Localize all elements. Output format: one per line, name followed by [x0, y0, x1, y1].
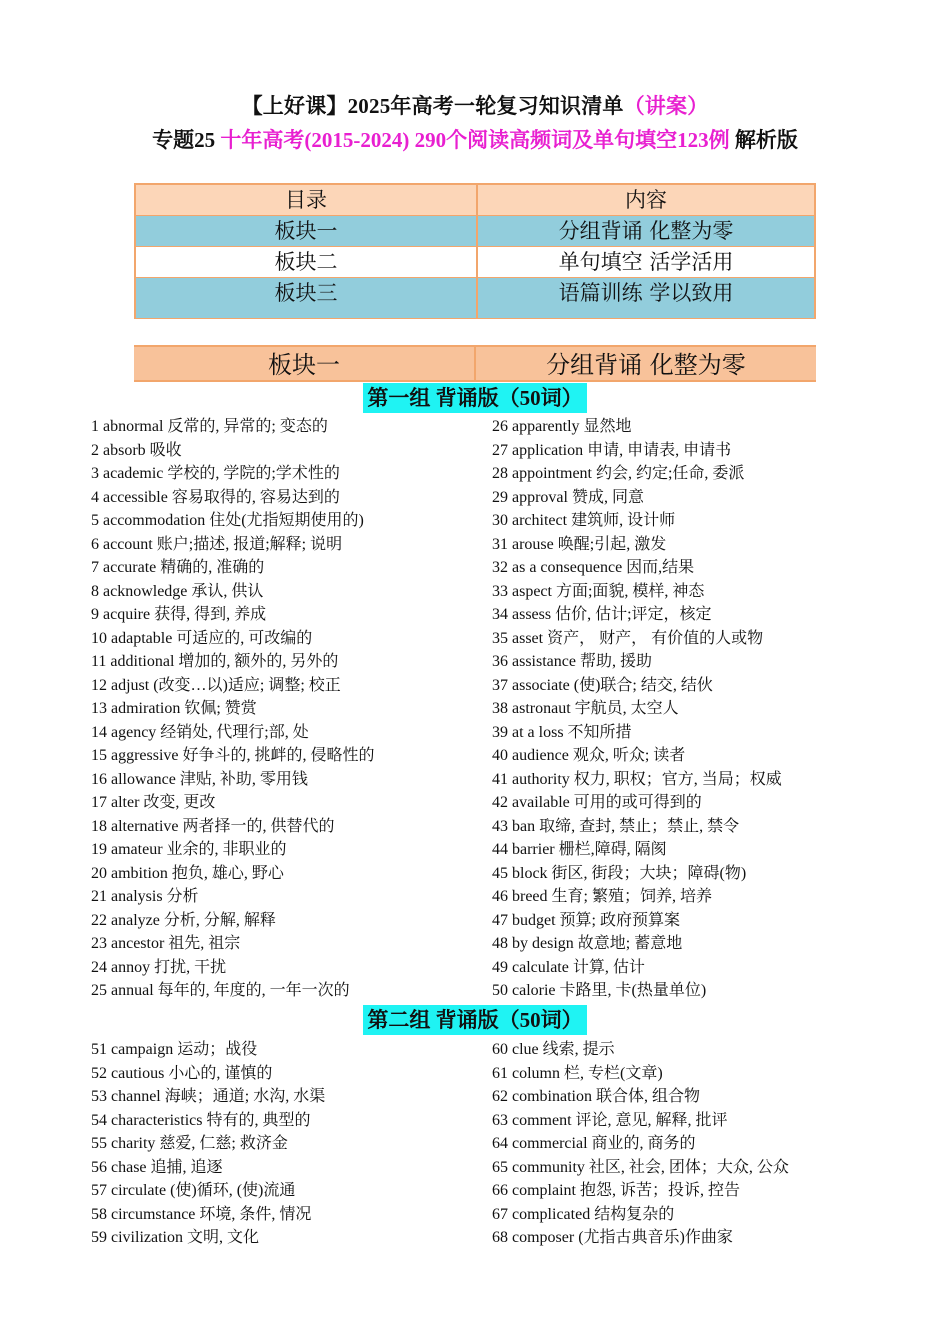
vocab-entry: 33 aspect 方面;面貌, 模样, 神态	[492, 582, 705, 600]
vocab-entry: 7 accurate 精确的, 准确的	[91, 559, 265, 576]
section-label: 板块一	[268, 351, 340, 379]
vocab-entry: 66 complaint 抱怨, 诉苦；投诉, 控告	[492, 1182, 740, 1199]
title-tag: （讲案）	[623, 94, 709, 118]
contents-row	[136, 246, 814, 277]
group-heading	[0, 1005, 950, 1035]
vocab-entry: 61 column 栏, 专栏(文章)	[492, 1064, 663, 1082]
contents-table	[134, 183, 816, 319]
vocab-entry: 43 ban 取缔, 查封, 禁止；禁止, 禁令	[492, 817, 740, 835]
vocab-entry: 49 calculate 计算, 估计	[492, 958, 645, 976]
vocab-entry: 17 alter 改变, 更改	[91, 794, 216, 811]
contents-header-row	[136, 185, 814, 215]
vocab-entry: 45 block 街区, 街段；大块；障碍(物)	[492, 864, 747, 882]
vocab-entry: 27 application 申请, 申请表, 申请书	[492, 441, 732, 459]
vocab-entry: 23 ancestor 祖先, 祖宗	[91, 935, 241, 952]
vocab-entry: 25 annual 每年的, 年度的, 一年一次的	[91, 982, 350, 999]
vocab-entry: 19 amateur 业余的, 非职业的	[91, 841, 287, 858]
word-list-right	[492, 1038, 789, 1250]
vocab-entry: 11 additional 增加的, 额外的, 另外的	[91, 653, 339, 670]
vocab-entry: 50 calorie 卡路里, 卡(热量单位)	[492, 982, 707, 999]
contents-row	[136, 215, 814, 246]
contents-header-cell: 内容	[476, 185, 814, 215]
vocab-entry: 67 complicated 结构复杂的	[492, 1205, 675, 1223]
vocab-entry: 12 adjust (改变…以)适应; 调整; 校正	[91, 676, 341, 694]
contents-row	[136, 277, 814, 318]
vocab-entry: 65 community 社区, 社会, 团体；大众, 公众	[492, 1158, 789, 1176]
group-title: 第一组 背诵版（50词）	[363, 383, 586, 413]
vocab-entry: 3 academic 学校的, 学院的;学术性的	[91, 465, 340, 482]
vocab-entry: 37 associate (使)联合; 结交, 结伙	[492, 676, 713, 694]
vocab-entry: 28 appointment 约会, 约定;任命, 委派	[492, 465, 745, 482]
vocab-entry: 1 abnormal 反常的, 异常的; 变态的	[91, 418, 328, 435]
vocab-entry: 47 budget 预算; 政府预算案	[492, 911, 680, 929]
vocab-entry: 9 acquire 获得, 得到, 养成	[91, 606, 267, 623]
vocab-entry: 26 apparently 显然地	[492, 418, 632, 435]
vocab-entry: 32 as a consequence 因而,结果	[492, 559, 695, 576]
vocab-entry: 59 civilization 文明, 文化	[91, 1229, 259, 1246]
vocab-entry: 51 campaign 运动；战役	[91, 1041, 258, 1058]
document-subtitle	[0, 124, 950, 154]
vocab-entry: 20 ambition 抱负, 雄心, 野心	[91, 864, 284, 882]
vocab-entry: 68 composer (尤指古典音乐)作曲家	[492, 1229, 733, 1246]
subtitle-topic: 十年高考(2015-2024) 290个阅读高频词及单句填空123例	[220, 128, 730, 152]
vocab-entry: 60 clue 线索, 提示	[492, 1041, 615, 1058]
vocab-entry: 64 commercial 商业的, 商务的	[492, 1135, 696, 1152]
contents-cell: 分组背诵 化整为零	[476, 216, 814, 246]
vocab-entry: 18 alternative 两者择一的, 供替代的	[91, 817, 335, 835]
subtitle-suffix: 解析版	[729, 128, 798, 152]
vocab-entry: 29 approval 赞成, 同意	[492, 488, 644, 506]
contents-header-cell: 目录	[285, 188, 327, 212]
subtitle-prefix: 专题25	[152, 128, 221, 152]
vocab-entry: 62 combination 联合体, 组合物	[492, 1088, 700, 1105]
vocab-entry: 52 cautious 小心的, 谨慎的	[91, 1064, 273, 1082]
vocab-entry: 58 circumstance 环境, 条件, 情况	[91, 1205, 312, 1223]
vocab-entry: 36 assistance 帮助, 援助	[492, 653, 652, 670]
vocab-entry: 21 analysis 分析	[91, 888, 199, 905]
vocab-entry: 15 aggressive 好争斗的, 挑衅的, 侵略性的	[91, 747, 375, 764]
word-list-left	[91, 1038, 325, 1250]
word-list-left	[91, 415, 375, 1003]
vocab-entry: 54 characteristics 特有的, 典型的	[91, 1111, 311, 1129]
vocab-entry: 48 by design 故意地; 蓄意地	[492, 935, 683, 952]
vocab-entry: 40 audience 观众, 听众; 读者	[492, 747, 686, 764]
vocab-entry: 5 accommodation 住处(尤指短期使用的)	[91, 512, 364, 529]
word-list-right	[492, 415, 782, 1003]
vocab-entry: 31 arouse 唤醒;引起, 激发	[492, 535, 667, 553]
group-heading	[0, 383, 950, 413]
vocab-entry: 55 charity 慈爱, 仁慈; 救济金	[91, 1135, 288, 1152]
vocab-entry: 57 circulate (使)循环, (使)流通	[91, 1182, 296, 1199]
contents-cell: 语篇训练 学以致用	[476, 278, 814, 318]
vocab-entry: 63 comment 评论, 意见, 解释, 批评	[492, 1111, 728, 1129]
contents-cell: 单句填空 活学活用	[476, 247, 814, 277]
vocab-entry: 35 asset 资产， 财产， 有价值的人或物	[492, 629, 764, 647]
vocab-entry: 44 barrier 栅栏,障碍, 隔阂	[492, 841, 667, 858]
vocab-entry: 4 accessible 容易取得的, 容易达到的	[91, 488, 340, 506]
section-title: 分组背诵 化整为零	[474, 347, 816, 380]
vocab-entry: 30 architect 建筑师, 设计师	[492, 512, 676, 529]
vocab-entry: 24 annoy 打扰, 干扰	[91, 958, 227, 976]
vocab-entry: 10 adaptable 可适应的, 可改编的	[91, 629, 313, 647]
vocab-entry: 46 breed 生育; 繁殖；饲养, 培养	[492, 888, 712, 905]
vocab-entry: 56 chase 追捕, 追逐	[91, 1158, 223, 1176]
vocab-entry: 39 at a loss 不知所措	[492, 723, 632, 741]
document-title	[0, 90, 950, 120]
vocab-entry: 16 allowance 津贴, 补助, 零用钱	[91, 770, 308, 788]
vocab-entry: 22 analyze 分析, 分解, 解释	[91, 911, 276, 929]
section-heading-bar	[134, 345, 816, 382]
vocab-entry: 42 available 可用的或可得到的	[492, 794, 702, 811]
vocab-entry: 53 channel 海峡；通道; 水沟, 水渠	[91, 1088, 326, 1105]
vocab-entry: 34 assess 估价, 估计;评定，核定	[492, 606, 712, 623]
vocab-entry: 38 astronaut 宇航员, 太空人	[492, 700, 679, 717]
title-main: 【上好课】2025年高考一轮复习知识清单	[241, 94, 624, 118]
vocab-entry: 13 admiration 钦佩; 赞赏	[91, 700, 257, 717]
contents-cell: 板块一	[274, 219, 338, 243]
vocab-entry: 6 account 账户;描述, 报道;解释; 说明	[91, 535, 343, 553]
vocab-entry: 14 agency 经销处, 代理行;部, 处	[91, 723, 309, 741]
vocab-entry: 41 authority 权力, 职权；官方, 当局；权威	[492, 770, 782, 788]
vocab-entry: 2 absorb 吸收	[91, 441, 182, 459]
vocab-entry: 8 acknowledge 承认, 供认	[91, 582, 264, 600]
group-title: 第二组 背诵版（50词）	[363, 1005, 586, 1035]
contents-cell: 板块二	[274, 250, 338, 274]
contents-cell: 板块三	[274, 281, 338, 305]
